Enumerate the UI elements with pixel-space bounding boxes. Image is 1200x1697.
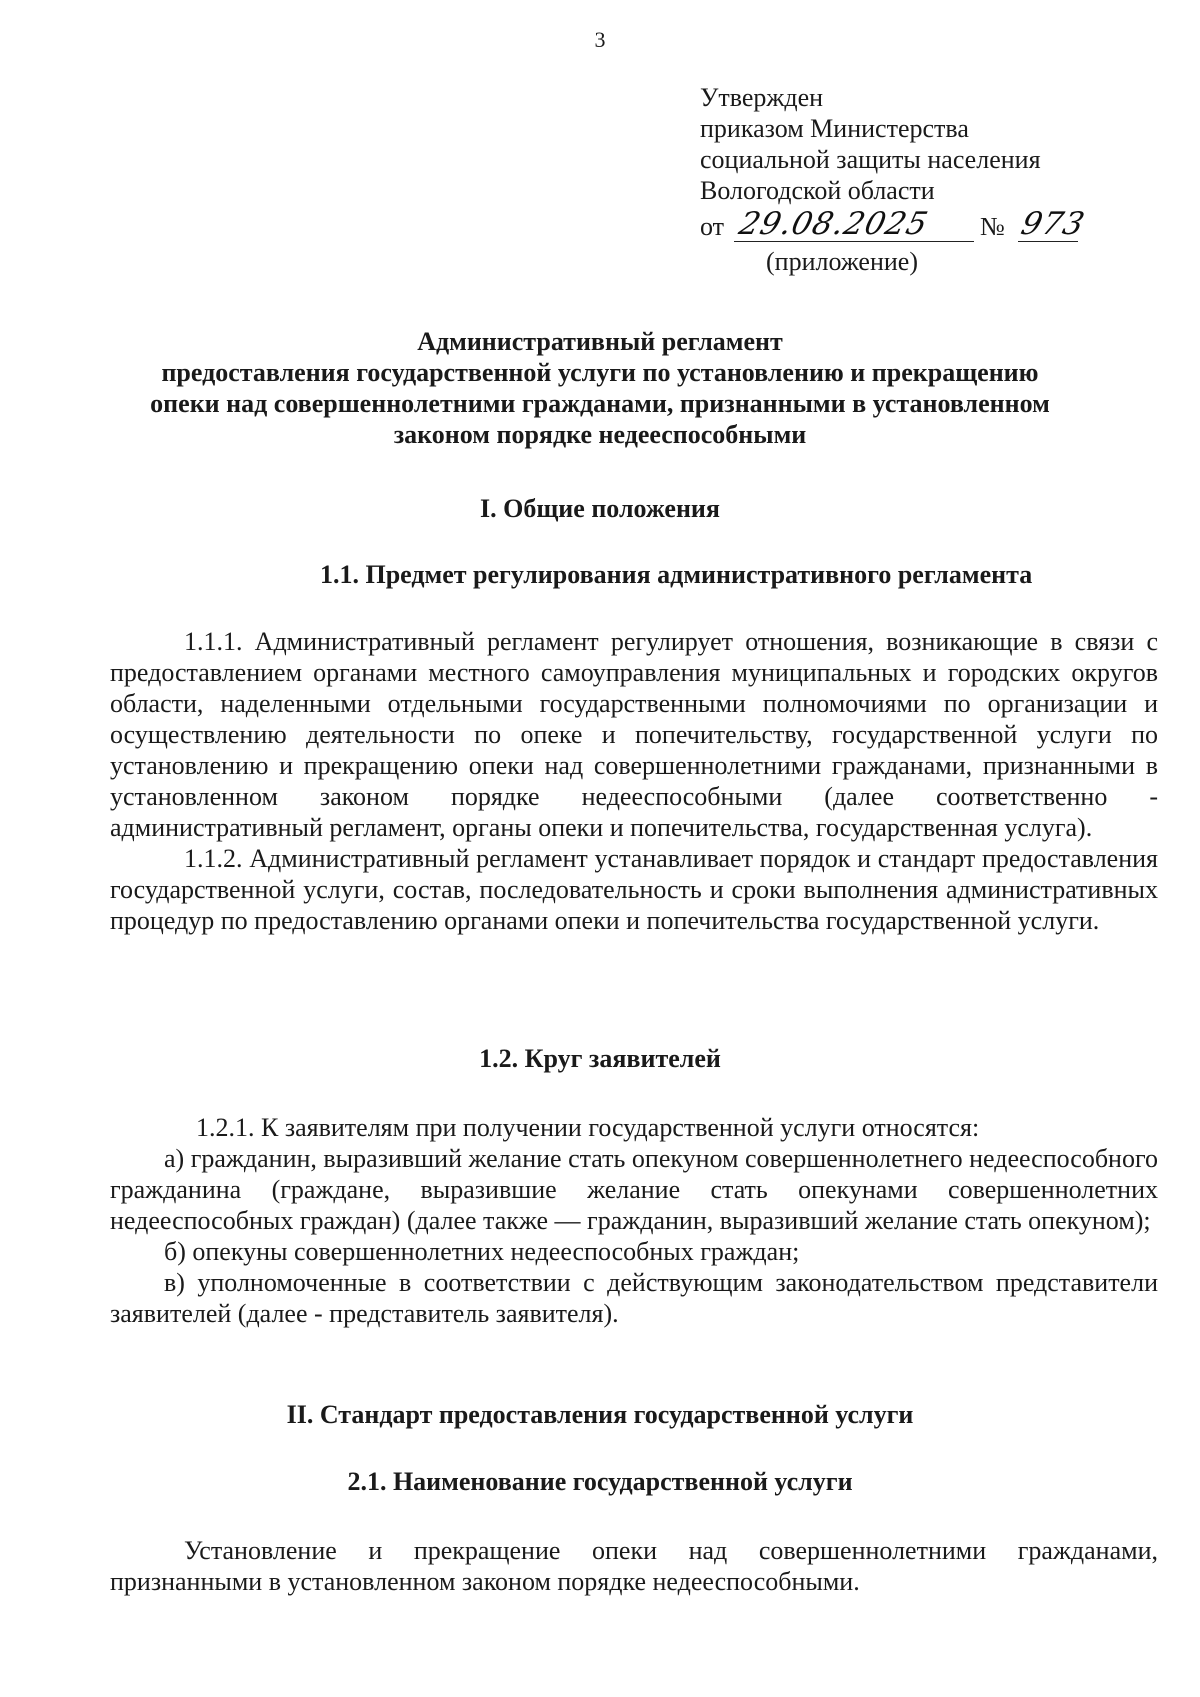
paragraph-1-1-1: 1.1.1. Административный регламент регулирует отношения, возникающие в связи с предоставлением органами местного самоуправления муниципальных и городских округов области, наделенными отдельными государственными полномочиями по организации и осуществлению деятельности по опеке и попечительству, государственной услуги по установлению и прекращению опеки над совершеннолетними гражданами, признанными в установленном законом порядке недееспособными (далее соответственно - административный регламент, органы опеки и попечительства, государственная услуга). bbox=[110, 627, 1158, 842]
page-number: 3 bbox=[594, 27, 606, 52]
list-item-b: б) опекуны совершеннолетних недееспособных граждан; bbox=[164, 1237, 800, 1266]
list-item-v: в) уполномоченные в соответствии с действующим законодательством представители заявителей (далее - представитель заявителя). bbox=[110, 1268, 1158, 1328]
subsection-1-2-body bbox=[110, 1112, 1158, 1329]
subsection-1-1-heading: 1.1. Предмет регулирования административного регламента bbox=[320, 560, 1033, 589]
title-line-4: законом порядке недееспособными bbox=[393, 420, 807, 449]
appendix-label: (приложение) bbox=[766, 247, 919, 276]
approval-block bbox=[700, 82, 1120, 277]
approval-line-3: социальной защиты населения bbox=[700, 145, 1041, 174]
section-1-heading: I. Общие положения bbox=[480, 494, 720, 523]
document-title bbox=[100, 326, 1100, 450]
approval-line-4: Вологодской области bbox=[700, 176, 935, 205]
subsection-2-1-body bbox=[110, 1535, 1158, 1597]
subsection-2-1-heading: 2.1. Наименование государственной услуги bbox=[347, 1467, 853, 1496]
handwritten-date: 29.08.2025 bbox=[735, 206, 932, 242]
paragraph-1-1-2: 1.1.2. Административный регламент устанавливает порядок и стандарт предоставления государственной услуги, состав, последовательность и сроки выполнения административных процедур по предоставлению органами опеки и попечительства государственной услуги. bbox=[110, 844, 1158, 935]
paragraph-1-2-1: 1.2.1. К заявителям при получении государственной услуги относятся: bbox=[196, 1113, 980, 1142]
from-label: от bbox=[700, 212, 725, 241]
title-line-2: предоставления государственной услуги по установлению и прекращению bbox=[161, 358, 1039, 387]
approval-line-2: приказом Министерства bbox=[700, 114, 969, 143]
order-date-number-row bbox=[700, 206, 1120, 248]
approval-line-1: Утвержден bbox=[700, 83, 824, 112]
section-2-heading: II. Стандарт предоставления государственной услуги bbox=[286, 1400, 914, 1429]
subsection-1-2-heading: 1.2. Круг заявителей bbox=[479, 1044, 721, 1073]
title-line-3: опеки над совершеннолетними гражданами, признанными в установленном bbox=[150, 389, 1050, 418]
title-line-1: Административный регламент bbox=[417, 327, 783, 356]
list-item-a: а) гражданин, выразивший желание стать опекуном совершеннолетнего недееспособного гражданина (граждане, выразившие желание стать опекунами совершеннолетних недееспособных граждан) (далее также — гражданин, выразивший желание стать опекуном); bbox=[110, 1144, 1158, 1235]
handwritten-number: 973 bbox=[1017, 206, 1089, 242]
subsection-1-1-body bbox=[110, 626, 1158, 936]
number-label: № bbox=[980, 212, 1005, 241]
paragraph-2-1: Установление и прекращение опеки над совершеннолетними гражданами, признанными в установленном законом порядке недееспособными. bbox=[110, 1536, 1158, 1596]
